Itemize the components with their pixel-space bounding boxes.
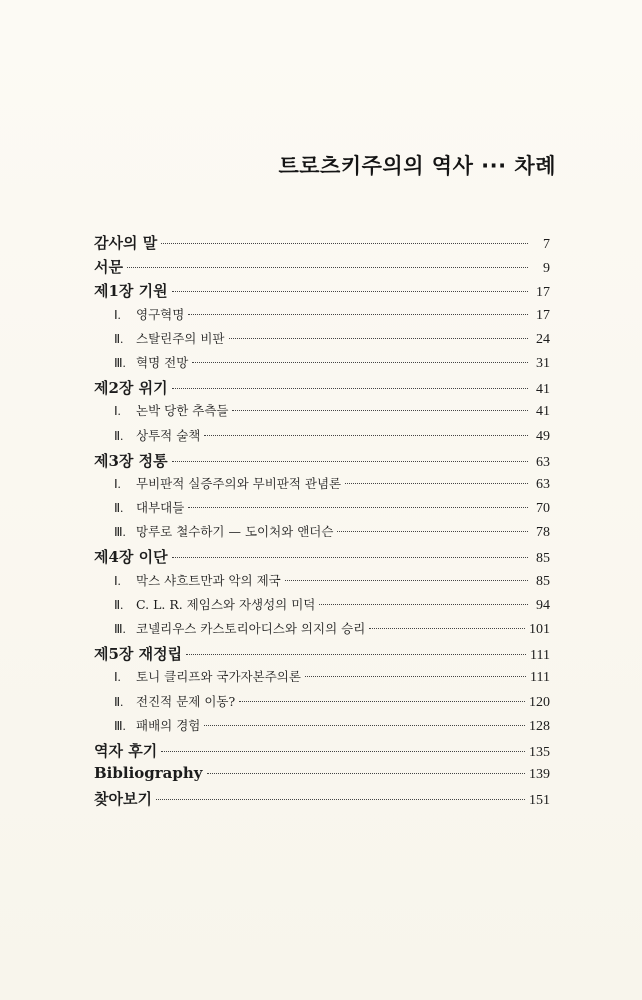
toc-chapter-row (94, 764, 550, 788)
toc-dot-leader (161, 751, 525, 752)
toc-page-number: 151 (529, 793, 550, 809)
toc-section-numeral: Ⅰ. (114, 476, 121, 491)
toc-section-numeral: Ⅱ. (114, 694, 124, 709)
toc-dot-leader (161, 243, 528, 244)
toc-chapter-row (94, 788, 550, 812)
toc-page-number: 128 (529, 718, 550, 734)
toc-dot-leader (285, 580, 528, 581)
toc-dot-leader (186, 654, 526, 655)
toc-section-row (94, 353, 550, 377)
toc-dot-leader (172, 291, 528, 292)
toc-section-row (94, 498, 550, 522)
toc-section-numeral: Ⅱ. (114, 501, 124, 516)
toc-section-row (94, 329, 550, 353)
toc-entry-label: 망루로 철수하기 — 도이처와 앤더슨 (136, 524, 334, 540)
toc-entry-label: 막스 샤흐트만과 악의 제국 (136, 572, 281, 588)
toc-dot-leader (239, 701, 525, 702)
toc-section-numeral: Ⅲ. (114, 355, 126, 370)
toc-chapter-row (94, 377, 550, 401)
toc-entry-label: 스탈린주의 비판 (136, 330, 225, 346)
toc-section-row (94, 619, 550, 643)
toc-page-number: 120 (529, 694, 550, 710)
toc-page-number: 63 (536, 454, 550, 470)
toc-section-numeral: Ⅲ. (114, 718, 126, 733)
toc-section-row (94, 667, 550, 691)
toc-page-number: 139 (529, 767, 550, 783)
toc-entry-label: C. L. R. 제임스와 자생성의 미덕 (136, 596, 316, 612)
toc-entry-label: 감사의 말 (94, 234, 158, 252)
toc-section-numeral: Ⅰ. (114, 573, 121, 588)
toc-section-row (94, 426, 550, 450)
toc-page-number: 31 (536, 355, 550, 371)
toc-entry-label: 제3장 정통 (94, 451, 168, 470)
toc-section-row (94, 716, 550, 740)
toc-entry-label: 대부대들 (136, 500, 185, 516)
toc-entry-label: 논박 당한 추측들 (136, 403, 229, 419)
toc-entry-label: 제4장 이단 (94, 548, 168, 567)
toc-entry-label: 상투적 술책 (136, 427, 201, 443)
toc-dot-leader (232, 410, 528, 411)
toc-section-numeral: Ⅰ. (114, 307, 121, 322)
toc-dot-leader (319, 604, 528, 605)
toc-page-number: 41 (536, 382, 550, 398)
toc-page-number: 94 (536, 597, 550, 613)
toc-section-row (94, 305, 550, 329)
toc-page-number: 41 (536, 404, 550, 420)
toc-dot-leader (172, 388, 528, 389)
toc-entry-label: 패배의 경험 (136, 717, 201, 733)
toc-dot-leader (345, 483, 528, 484)
toc-page-number: 17 (536, 307, 550, 323)
toc-section-numeral: Ⅲ. (114, 622, 126, 636)
toc-entry-label: 제5장 재정립 (94, 645, 183, 664)
toc-section-row (94, 595, 550, 619)
toc-chapter-row (94, 643, 550, 667)
toc-page-number: 9 (543, 261, 550, 277)
page-title: 트로츠키주의의 역사 ··· 차례 (278, 154, 556, 178)
toc-dot-leader (188, 314, 528, 315)
toc-chapter-row (94, 232, 550, 256)
toc-dot-leader (192, 362, 528, 363)
toc-entry-label: 혁명 전망 (136, 354, 189, 370)
toc-dot-leader (156, 799, 525, 800)
toc-dot-leader (127, 267, 528, 268)
toc-entry-label: 영구혁명 (136, 306, 185, 322)
toc-dot-leader (207, 773, 526, 774)
toc-dot-leader (229, 338, 529, 339)
toc-dot-leader (369, 628, 525, 629)
toc-chapter-row (94, 450, 550, 474)
toc-entry-label: 토니 클리프와 국가자본주의론 (136, 669, 301, 685)
toc-chapter-row (94, 740, 550, 764)
toc-page-number: 111 (530, 648, 550, 664)
toc-dot-leader (172, 557, 528, 558)
toc-dot-leader (188, 507, 528, 508)
toc-dot-leader (337, 531, 528, 532)
toc-page-number: 111 (530, 670, 550, 686)
toc-page-number: 85 (536, 573, 550, 589)
toc-page-number: 63 (536, 476, 550, 492)
toc-entry-label: 역자 후기 (94, 741, 158, 760)
toc-section-row (94, 401, 550, 425)
toc-entry-label: 제1장 기원 (94, 282, 168, 301)
toc-chapter-row (94, 256, 550, 280)
toc-dot-leader (204, 725, 525, 726)
toc-section-numeral: Ⅰ. (114, 670, 121, 685)
toc-section-numeral: Ⅱ. (114, 428, 124, 443)
toc-page-number: 101 (529, 622, 550, 637)
toc-chapter-row (94, 280, 550, 304)
toc-entry-label: Bibliography (94, 764, 203, 783)
toc-section-numeral: Ⅲ. (114, 525, 126, 540)
toc-section-row (94, 474, 550, 498)
toc-page-number: 17 (536, 285, 550, 301)
toc-chapter-row (94, 546, 550, 570)
toc-section-row (94, 692, 550, 716)
table-of-contents (94, 232, 550, 813)
toc-section-numeral: Ⅱ. (114, 331, 124, 346)
toc-entry-label: 서문 (94, 258, 123, 277)
toc-entry-label: 제2장 위기 (94, 379, 168, 398)
toc-page-number: 24 (536, 331, 550, 347)
toc-page-number: 78 (536, 525, 550, 541)
toc-page-number: 135 (529, 744, 550, 760)
toc-page-number: 7 (543, 237, 550, 252)
toc-dot-leader (305, 676, 526, 677)
toc-entry-label: 전진적 문제 이동? (136, 693, 236, 709)
toc-page-number: 49 (536, 428, 550, 444)
toc-page-number: 85 (536, 551, 550, 567)
toc-dot-leader (204, 435, 528, 436)
toc-section-row (94, 522, 550, 546)
toc-entry-label: 무비판적 실증주의와 무비판적 관념론 (136, 475, 342, 491)
toc-dot-leader (172, 461, 528, 462)
toc-page-number: 70 (536, 501, 550, 517)
toc-section-row (94, 571, 550, 595)
toc-section-numeral: Ⅱ. (114, 597, 124, 612)
toc-section-numeral: Ⅰ. (114, 404, 121, 419)
toc-entry-label: 찾아보기 (94, 790, 152, 809)
toc-entry-label: 코넬리우스 카스토리아디스와 의지의 승리 (136, 621, 366, 636)
